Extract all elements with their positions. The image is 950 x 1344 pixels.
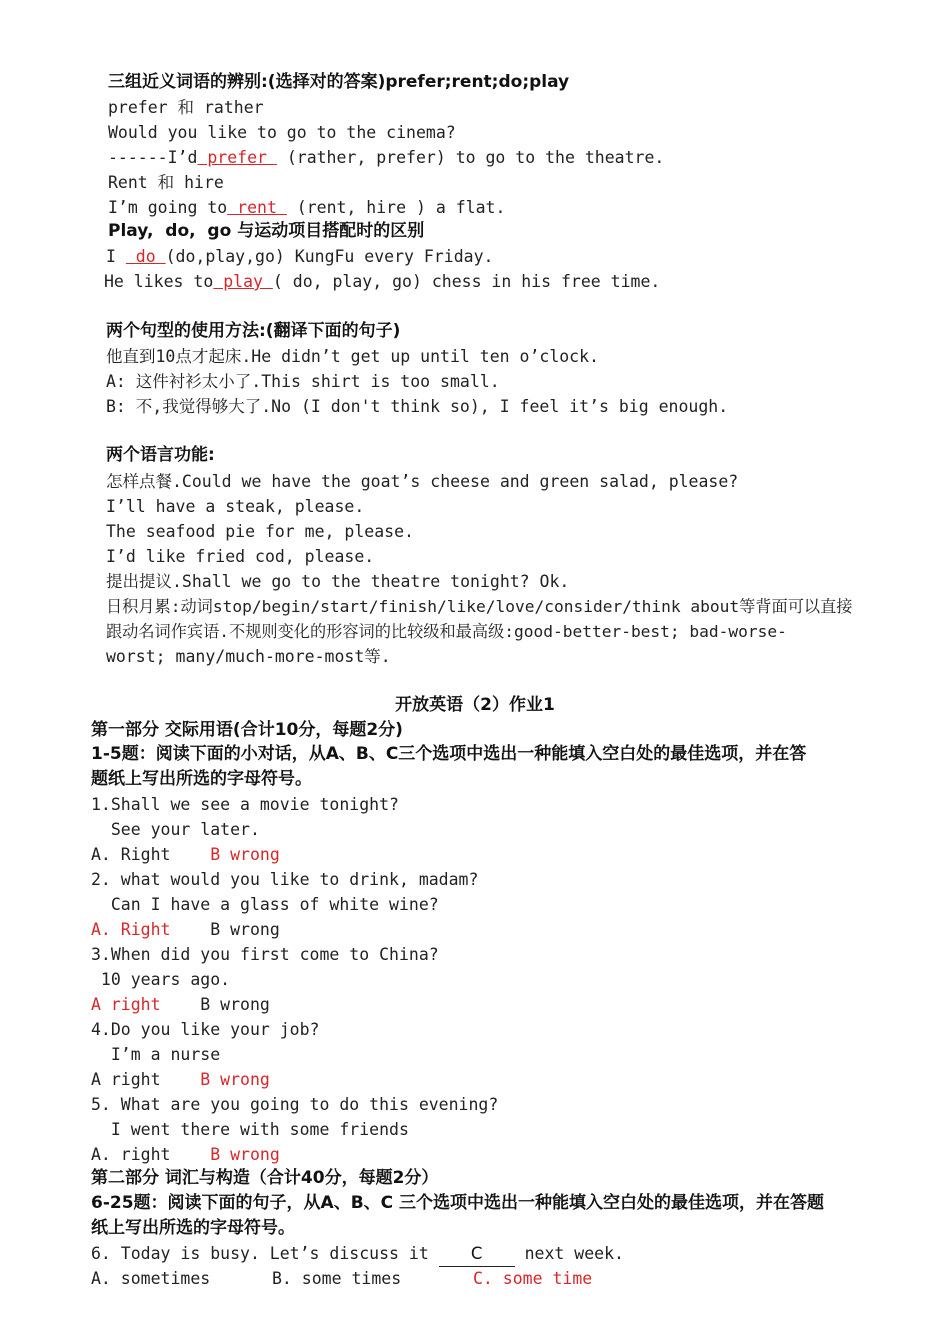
play-line-post: ( do, play, go) chess in his free time. [272, 272, 661, 291]
function-1: 怎样点餐.Could we have the goat’s cheese and green salad, please? [106, 472, 739, 491]
q1-question: 1.Shall we see a movie tonight? [91, 795, 399, 814]
q1-options [91, 842, 280, 867]
prefer-answer: prefer [197, 148, 277, 167]
q3-options [91, 992, 270, 1017]
q4-options [91, 1067, 270, 1092]
q6-question-pre: 6. Today is busy. Let’s discuss it [91, 1244, 439, 1263]
heading-sports: Play, do, go 与运动项目搭配时的区别 [108, 221, 425, 241]
pattern-2: A: 这件衬衫太小了.This shirt is too small. [106, 372, 500, 391]
part1-instruction-2: 题纸上写出所选的字母符号。 [91, 769, 312, 789]
prefer-rather-label: prefer 和 rather [108, 98, 264, 117]
do-line [106, 244, 493, 269]
pattern-3: B: 不,我觉得够大了.No (I don't think so), I feel it’s big enough. [106, 397, 729, 416]
part2-instruction-1: 6-25题：阅读下面的句子，从A、B、C 三个选项中选出一种能填入空白处的最佳选项，并在答题 [91, 1193, 825, 1213]
q1-reply: See your later. [91, 820, 260, 839]
heading-patterns: 两个句型的使用方法:(翻译下面的句子) [106, 321, 401, 341]
q2-option-a: A. Right [91, 920, 171, 939]
play-line-pre: He likes to [104, 272, 214, 291]
q3-option-a: A right [91, 995, 161, 1014]
q1-option-a: A. Right [91, 845, 211, 864]
q4-reply: I’m a nurse [91, 1045, 221, 1064]
q5-reply: I went there with some friends [91, 1120, 409, 1139]
part1-instruction-1: 1-5题：阅读下面的小对话，从A、B、C三个选项中选出一种能填入空白处的最佳选项，并在答 [91, 744, 807, 764]
q3-option-b: B wrong [160, 995, 270, 1014]
q1-option-b: B wrong [210, 845, 280, 864]
q6-option-a: A. sometimes [91, 1269, 211, 1288]
play-answer: play [213, 272, 273, 291]
q5-option-b: B wrong [210, 1145, 280, 1164]
part1-heading: 第一部分 交际用语(合计10分，每题2分) [91, 720, 403, 740]
note-line-2: 跟动名词作宾语.不规则变化的形容词的比较级和最高级:good-better-best; bad-worse- [106, 622, 787, 641]
q5-options [91, 1142, 280, 1167]
play-line [104, 269, 660, 294]
prefer-line-pre: ------I’d [108, 148, 198, 167]
q4-option-b: B wrong [200, 1070, 270, 1089]
note-line-1: 日积月累:动词stop/begin/start/finish/like/love/consider/think about等背面可以直接 [106, 597, 853, 616]
function-3: The seafood pie for me, please. [106, 522, 414, 541]
do-line-pre: I [106, 247, 126, 266]
rent-line-pre: I’m going to [108, 198, 228, 217]
function-4: I’d like fried cod, please. [106, 547, 375, 566]
q6-answer-blank: C [439, 1241, 515, 1267]
prefer-line-post: (rather, prefer) to go to the theatre. [276, 148, 665, 167]
q3-question: 3.When did you first come to China? [91, 945, 439, 964]
rent-line [108, 195, 505, 220]
do-answer: do [125, 247, 166, 266]
q6-option-b: B. some times [272, 1269, 402, 1288]
heading-functions: 两个语言功能: [106, 445, 215, 465]
rent-answer: rent [227, 198, 287, 217]
q2-reply: Can I have a glass of white wine? [91, 895, 439, 914]
function-2: I’ll have a steak, please. [106, 497, 365, 516]
homework-title: 开放英语（2）作业1 [395, 695, 555, 715]
q4-option-a: A right [91, 1070, 201, 1089]
q4-question: 4.Do you like your job? [91, 1020, 320, 1039]
rent-hire-label: Rent 和 hire [108, 173, 224, 192]
q2-options [91, 917, 280, 942]
rent-line-post: (rent, hire ) a flat. [286, 198, 506, 217]
q6-question-post: next week. [514, 1244, 624, 1263]
q5-question: 5. What are you going to do this evening? [91, 1095, 499, 1114]
q6-option-c: C. some time [473, 1269, 593, 1288]
cinema-question: Would you like to go to the cinema? [108, 123, 456, 142]
q6-question [91, 1241, 624, 1267]
pattern-1: 他直到10点才起床.He didn’t get up until ten o’clock. [106, 347, 599, 366]
q2-option-b: B wrong [170, 920, 280, 939]
note-line-3: worst; many/much-more-most等. [106, 647, 391, 666]
do-line-post: (do,play,go) KungFu every Friday. [165, 247, 494, 266]
prefer-line [108, 145, 664, 170]
part2-instruction-2: 纸上写出所选的字母符号。 [91, 1218, 295, 1238]
q5-option-a: A. right [91, 1145, 211, 1164]
function-5: 提出提议.Shall we go to the theatre tonight? Ok. [106, 572, 570, 591]
q2-question: 2. what would you like to drink, madam? [91, 870, 479, 889]
heading-synonyms: 三组近义词语的辨别:(选择对的答案)prefer;rent;do;play [108, 72, 570, 92]
q3-reply: 10 years ago. [91, 970, 231, 989]
part2-heading: 第二部分 词汇与构造（合计40分，每题2分） [91, 1168, 439, 1188]
